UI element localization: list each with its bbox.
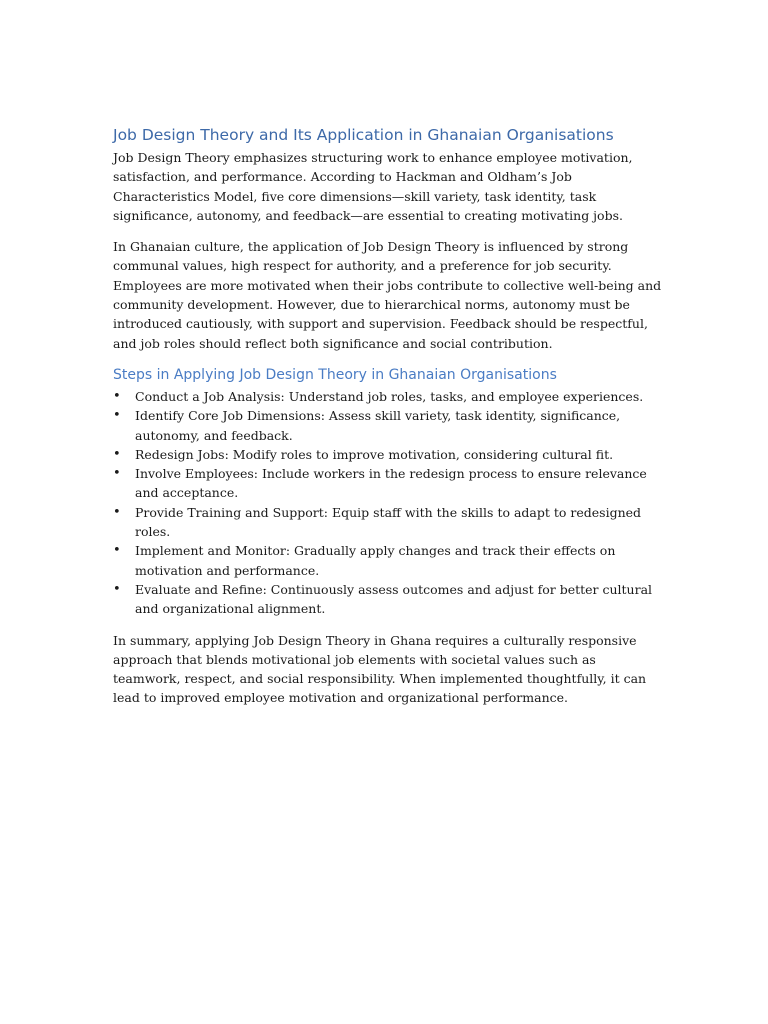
list-item bbox=[113, 464, 663, 503]
step-text: Evaluate and Refine: Continuously assess outcomes and adjust for better cultural and organizational alignment. bbox=[135, 581, 653, 617]
step-text: Involve Employees: Include workers in the redesign process to ensure relevance and acceptance. bbox=[135, 466, 647, 501]
context-paragraph: In Ghanaian culture, the application of Job Design Theory is influenced by strong communal values, high respect for authority, and a preference for job security. Employees are more motivated when their jobs contribute to collective well-being and community development. However, due to hierarchical norms, autonomy must be introduced cautiously, with support and supervision. Feedback should be respectful, and job roles should reflect both significance and social contribution. bbox=[113, 239, 662, 351]
step-text: Identify Core Job Dimensions: Assess skill variety, task identity, significance, autonomy, and feedback. bbox=[135, 408, 621, 443]
step-text: Implement and Monitor: Gradually apply changes and track their effects on motivation and performance. bbox=[135, 543, 616, 578]
bullet-icon: • bbox=[113, 446, 121, 462]
bullet-icon: • bbox=[113, 581, 121, 597]
bullet-icon: • bbox=[113, 543, 121, 559]
list-item bbox=[113, 580, 663, 619]
document-page bbox=[113, 124, 663, 720]
steps-list bbox=[113, 387, 663, 619]
list-item bbox=[113, 541, 663, 580]
step-text: Redesign Jobs: Modify roles to improve motivation, considering cultural fit. bbox=[135, 446, 614, 462]
step-text: Conduct a Job Analysis: Understand job roles, tasks, and employee experiences. bbox=[135, 388, 644, 404]
bullet-icon: • bbox=[113, 466, 121, 482]
list-item bbox=[113, 387, 663, 406]
intro-paragraph: Job Design Theory emphasizes structuring work to enhance employee motivation, satisfaction, and performance. According to Hackman and Oldham’s Job Characteristics Model, five core dimensions—skill variety, task identity, task significance, autonomy, and feedback—are essential to creating motivating jobs. bbox=[113, 150, 633, 223]
list-item bbox=[113, 445, 663, 464]
bullet-icon: • bbox=[113, 408, 121, 424]
bullet-icon: • bbox=[113, 388, 121, 404]
list-item bbox=[113, 406, 663, 445]
steps-heading: Steps in Applying Job Design Theory in Ghanaian Organisations bbox=[113, 366, 557, 383]
step-text: Provide Training and Support: Equip staff with the skills to adapt to redesigned roles. bbox=[135, 504, 642, 540]
bullet-icon: • bbox=[113, 504, 121, 520]
summary-paragraph: In summary, applying Job Design Theory in Ghana requires a culturally responsive approach that blends motivational job elements with societal values such as teamwork, respect, and social responsibility. When implemented thoughtfully, it can lead to improved employee motivation and organizational performance. bbox=[113, 632, 647, 706]
list-item bbox=[113, 503, 663, 542]
document-title: Job Design Theory and Its Application in Ghanaian Organisations bbox=[113, 126, 614, 144]
